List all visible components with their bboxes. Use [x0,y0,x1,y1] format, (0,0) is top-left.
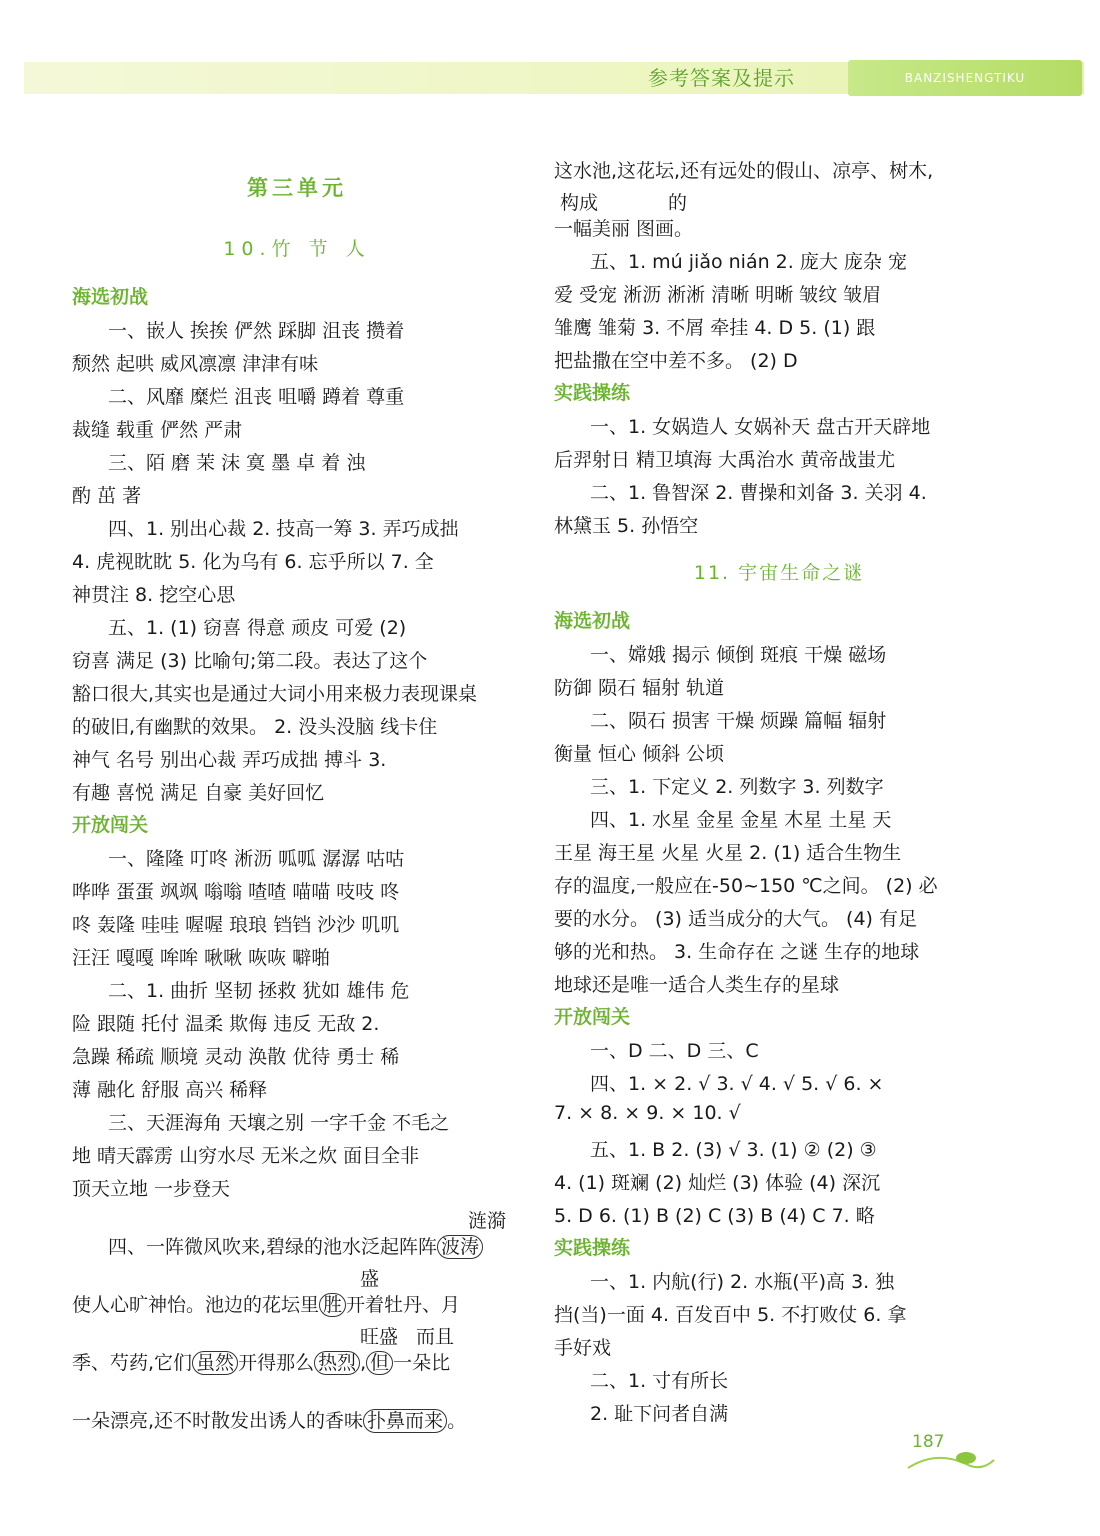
answer-line: 一、1. 女娲造人 女娲补天 盘古开天辟地 [590,416,931,438]
answer-line: 三、陌 磨 茉 沫 寞 墨 卓 着 浊 [108,452,366,474]
answer-line: 一幅美丽 图画。 [554,218,694,240]
correction-note: 盛 [360,1268,380,1290]
answer-line: 要的水分。 (3) 适当成分的大气。 (4) 有足 [554,908,917,930]
answer-line: 的破旧,有幽默的效果。 2. 没头没脑 线卡住 [72,716,438,738]
circled-word: 波涛 [437,1235,483,1259]
answer-line: 一、嵌人 挨挨 俨然 踩脚 沮丧 攒着 [108,320,405,342]
correction-line [72,1348,450,1375]
answer-line: 五、1. B 2. (3) √ 3. (1) ② (2) ③ [590,1139,877,1161]
answer-line: 这水池,这花坛,还有远处的假山、凉亭、树木, [554,160,934,182]
circled-word: 虽然 [192,1351,238,1375]
header-title: 参考答案及提示 [648,66,795,90]
answer-line: 把盐撒在空中差不多。 (2) D [554,350,798,372]
correction-text: 开得那么 [238,1352,315,1374]
answer-line: 五、1. (1) 窃喜 得意 顽皮 可爱 (2) [108,617,407,639]
answer-line: 神气 名号 别出心裁 弄巧成拙 搏斗 3. [72,749,387,771]
correction-text: 一朵漂亮,还不时散发出诱人的香味 [72,1410,364,1432]
answer-line: 王星 海王星 火星 火星 2. (1) 适合生物生 [554,842,902,864]
answer-line: 后羿射日 精卫填海 大禹治水 黄帝战蚩尤 [554,449,896,471]
section-heading: 开放闯关 [554,1006,631,1028]
answer-line: 4. (1) 斑斓 (2) 灿烂 (3) 体验 (4) 深沉 [554,1172,881,1194]
answer-line: 衡量 恒心 倾斜 公顷 [554,743,725,765]
correction-line [72,1406,466,1433]
correction-line [72,1290,460,1317]
answer-line: 有趣 喜悦 满足 自豪 美好回忆 [72,782,325,804]
answer-line: 4. 虎视眈眈 5. 化为乌有 6. 忘乎所以 7. 全 [72,551,434,573]
section-heading: 实践操练 [554,1237,631,1259]
answer-line: 裁缝 载重 俨然 严肃 [72,419,243,441]
correction-text: 一朵比 [393,1352,451,1374]
answer-line: 防御 陨石 辐射 轨道 [554,677,725,699]
answer-line: 一、隆隆 叮咚 淅沥 呱呱 潺潺 咕咕 [108,848,405,870]
correction-line [108,1232,483,1259]
answer-line: 险 跟随 托付 温柔 欺侮 违反 无敌 2. [72,1013,380,1035]
unit-title: 第三单元 [247,176,347,200]
correction-note: 而且 [416,1326,455,1348]
answer-line: 汪汪 嘎嘎 哞哞 啾啾 咴咴 噼啪 [72,947,331,969]
correction-text: , [360,1352,367,1374]
answer-line: 薄 融化 舒服 高兴 稀释 [72,1079,268,1101]
correction-text: 季、芍药,它们 [72,1352,193,1374]
answer-line: 够的光和热。 3. 生命存在 之谜 生存的地球 [554,941,920,963]
circled-word: 但 [366,1351,393,1375]
answer-line: 手好戏 [554,1337,612,1359]
answer-line: 一、D 二、D 三、C [590,1040,759,1062]
correction-text: 。 [447,1410,467,1432]
answer-line: 地 晴天霹雳 山穷水尽 无米之炊 面目全非 [72,1145,420,1167]
answer-line: 挡(当)一面 4. 百发百中 5. 不打败仗 6. 拿 [554,1304,907,1326]
circled-word: 热烈 [314,1351,360,1375]
answer-line: 地球还是唯一适合人类生存的星球 [554,974,840,996]
answer-line: 窃喜 满足 (3) 比喻句;第二段。表达了这个 [72,650,428,672]
section-heading: 海选初战 [72,286,149,308]
correction-note: 旺盛 [360,1326,399,1348]
answer-line: 7. × 8. × 9. × 10. √ [554,1102,741,1124]
answer-line: 二、1. 鲁智深 2. 曹操和刘备 3. 关羽 4. [590,482,927,504]
correction-text: 四、一阵微风吹来,碧绿的池水泛起阵阵 [108,1236,438,1258]
circled-word: 扑鼻而来 [363,1409,447,1433]
answer-line: 四、1. 别出心裁 2. 技高一筹 3. 弄巧成拙 [108,518,459,540]
answer-line: 急躁 稀疏 顺境 灵动 涣散 优待 勇士 稀 [72,1046,400,1068]
lesson-title: 10.竹 节 人 [223,238,371,260]
answer-line: 豁口很大,其实也是通过大词小用来极力表现课桌 [72,683,478,705]
page-number: 187 [912,1432,945,1452]
answer-line: 三、天涯海角 天壤之别 一字千金 不毛之 [108,1112,450,1134]
answer-line: 神贯注 8. 挖空心思 [72,584,236,606]
answer-line: 一、嫦娥 揭示 倾倒 斑痕 干燥 磁场 [590,644,887,666]
answer-line: 雏鹰 雏菊 3. 不屑 牵挂 4. D 5. (1) 跟 [554,317,876,339]
answer-line: 存的温度,一般应在-50~150 ℃之间。 (2) 必 [554,875,938,897]
answer-line: 顶天立地 一步登天 [72,1178,231,1200]
correction-note: 涟漪 [468,1210,507,1232]
answer-line: 四、1. × 2. √ 3. √ 4. √ 5. √ 6. × [590,1073,884,1095]
answer-line: 林黛玉 5. 孙悟空 [554,515,699,537]
correction-note: 的 [668,192,688,214]
answer-line: 二、1. 寸有所长 [590,1370,729,1392]
section-heading: 实践操练 [554,382,631,404]
section-heading: 开放闯关 [72,814,149,836]
answer-line: 二、1. 曲折 坚韧 拯救 犹如 雄伟 危 [108,980,410,1002]
answer-line: 酌 茁 著 [72,485,142,507]
answer-line: 一、1. 内航(行) 2. 水瓶(平)高 3. 独 [590,1271,895,1293]
answer-line: 爱 受宠 淅沥 淅淅 清晰 明晰 皱纹 皱眉 [554,284,882,306]
correction-text: 使人心旷神怡。池边的花坛里 [72,1294,320,1316]
answer-line: 咚 轰隆 哇哇 喔喔 琅琅 铛铛 沙沙 叽叽 [72,914,400,936]
answer-line: 四、1. 水星 金星 金星 木星 土星 天 [590,809,892,831]
answer-line: 2. 耻下问者自满 [590,1403,729,1425]
section-heading: 海选初战 [554,610,631,632]
lesson-title: 11. 宇宙生命之谜 [693,562,865,584]
answer-line: 三、1. 下定义 2. 列数字 3. 列数字 [590,776,884,798]
circled-word: 胜 [319,1293,346,1317]
answer-line: 五、1. mú jiǎo nián 2. 庞大 庞杂 宠 [590,251,907,273]
answer-line: 5. D 6. (1) B (2) C (3) B (4) C 7. 略 [554,1205,875,1227]
correction-text: 开着牡丹、月 [346,1294,461,1316]
header-tag: BANZISHENGTIKU [848,60,1082,96]
answer-line: 颓然 起哄 威风凛凛 津津有味 [72,353,319,375]
answer-line: 哗哗 蛋蛋 飒飒 嗡嗡 喳喳 喵喵 吱吱 咚 [72,881,400,903]
correction-note: 构成 [560,192,599,214]
answer-line: 二、陨石 损害 干燥 烦躁 篇幅 辐射 [590,710,887,732]
leaf-decoration-icon [906,1446,996,1476]
answer-line: 二、风靡 糜烂 沮丧 咀嚼 蹲着 尊重 [108,386,405,408]
